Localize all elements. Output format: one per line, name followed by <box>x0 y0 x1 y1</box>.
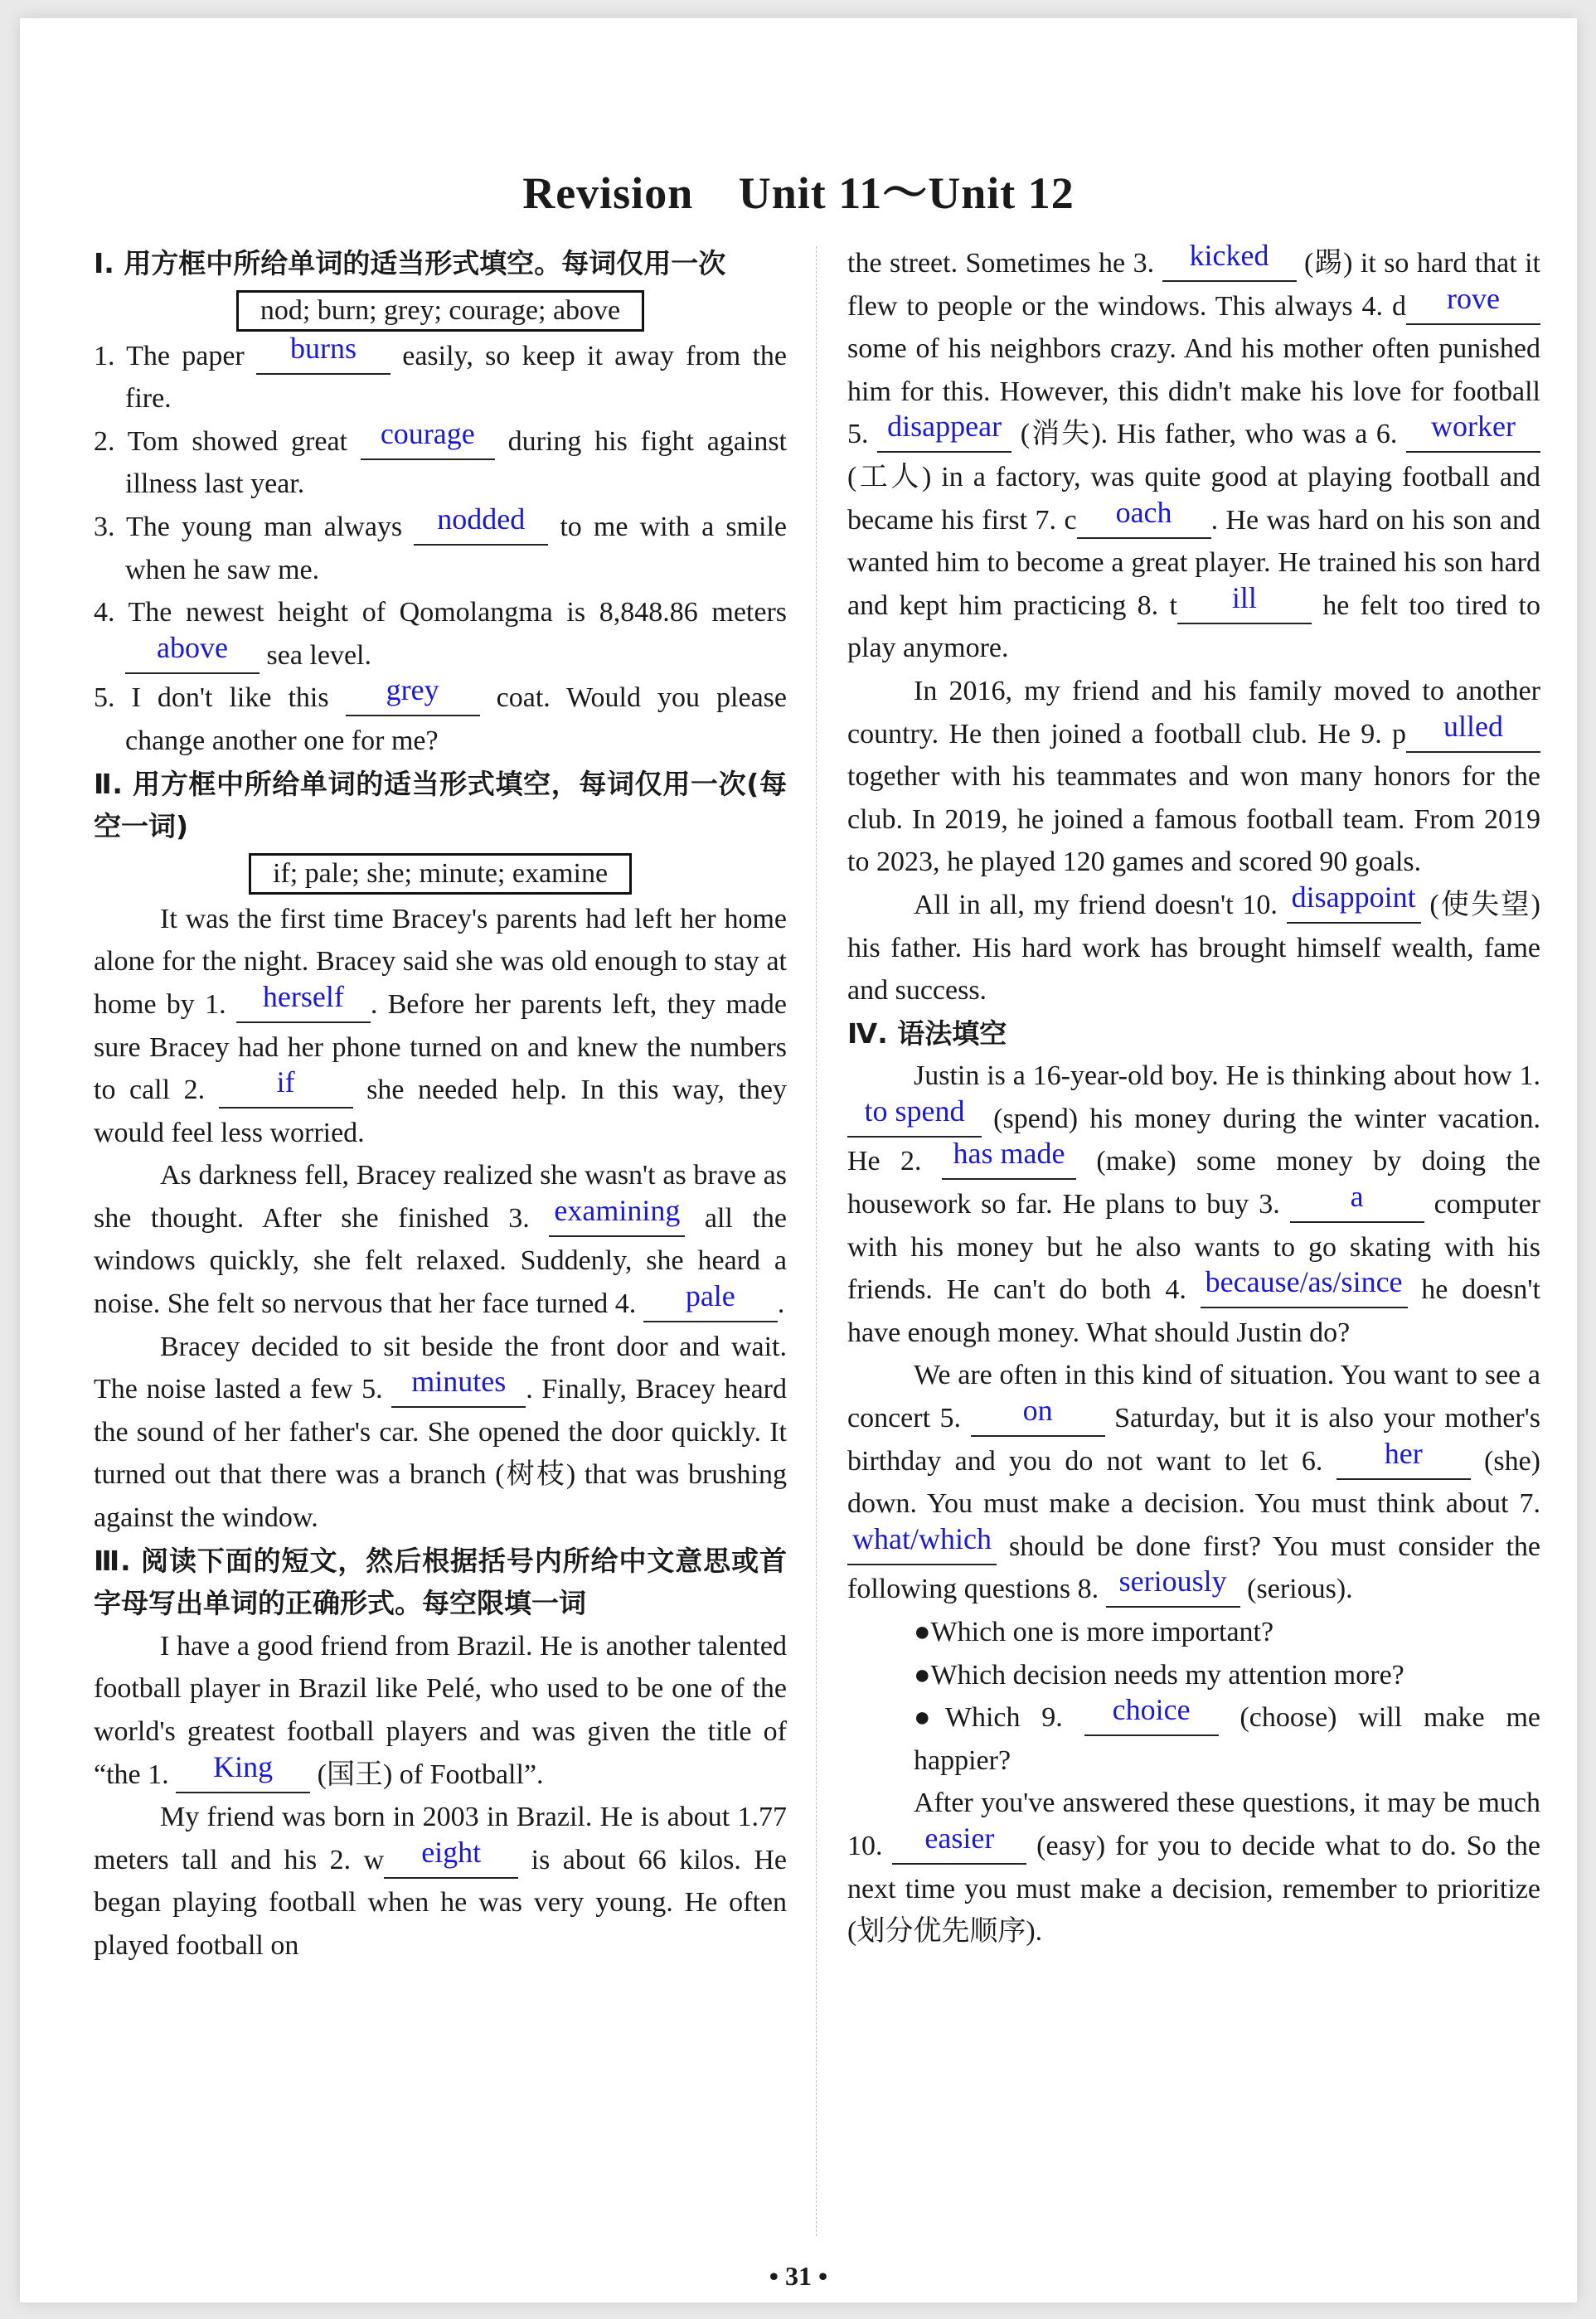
answer-blank[interactable] <box>256 331 391 375</box>
text-segment: 3. The young man always <box>94 511 415 542</box>
answer-blank[interactable] <box>1162 239 1297 282</box>
text-segment: As darkness fell, Bracey realized she wasn't as brave as she thought. After she finished 3. <box>94 1160 787 1234</box>
column-divider <box>816 246 817 2236</box>
para-block <box>94 898 787 1155</box>
answer-blank[interactable] <box>877 410 1011 453</box>
answer-text: ill <box>1231 580 1257 614</box>
answer-blank[interactable] <box>1406 281 1540 325</box>
text-segment: After you've answered these questions, it may be much 10. <box>847 1788 1540 1861</box>
para-block <box>847 670 1540 884</box>
answer-text: eight <box>421 1835 482 1869</box>
answer-text: oach <box>1115 495 1172 529</box>
para-block <box>847 1354 1540 1611</box>
para-block <box>94 1154 787 1325</box>
para-block <box>847 880 1540 1012</box>
answer-blank[interactable] <box>971 1394 1105 1437</box>
item-block <box>94 331 787 420</box>
answer-blank[interactable] <box>1077 495 1211 539</box>
text-segment: . Finally, Bracey heard the sound of her father's car. She opened the door quickly. It turned out that there was a branch (树枝) that was brushing against the window. <box>94 1374 787 1534</box>
text-segment: 4. The newest height of Qomolangma is 8,848.86 meters <box>94 597 787 628</box>
answer-text: kicked <box>1189 239 1269 272</box>
answer-text: what/which <box>852 1521 992 1555</box>
text-segment: should be done first? You must consider the following questions 8. <box>847 1531 1540 1605</box>
answer-text: rove <box>1447 281 1500 315</box>
text-segment: nod; burn; grey; courage; above <box>260 294 621 326</box>
answer-blank[interactable] <box>549 1193 685 1237</box>
answer-text: if <box>276 1065 295 1099</box>
para-block <box>94 1326 787 1540</box>
text-segment: (serious). <box>1239 1574 1353 1605</box>
answer-blank[interactable] <box>361 416 495 460</box>
answer-blank[interactable] <box>1287 880 1421 924</box>
answer-blank[interactable] <box>1201 1265 1408 1308</box>
text-segment: some of his neighbors crazy. And his mother often punished him for this. However, this didn't make his love for football 5. <box>847 333 1540 450</box>
answer-text: her <box>1384 1436 1423 1470</box>
heading-block <box>94 1540 787 1625</box>
text-segment: 2. Tom showed great <box>94 425 361 457</box>
text-segment: to me with a smile when he saw me. <box>125 511 787 585</box>
text-segment: coat. Would you please change another one for me? <box>125 682 787 756</box>
heading-block <box>94 242 787 285</box>
answer-blank[interactable] <box>1336 1436 1471 1480</box>
box-block <box>249 853 632 895</box>
answer-text: ulled <box>1443 709 1503 743</box>
text-segment: all the windows quickly, she felt relaxed. Suddenly, she heard a noise. She felt so nervous that her face turned 4. <box>94 1202 787 1320</box>
answer-text: choice <box>1112 1693 1191 1727</box>
text-segment: Saturday, but it is also your mother's birthday and you do not want to let 6. <box>847 1403 1541 1477</box>
text-segment: . Before her parents left, they made sure Bracey had her phone turned on and knew the numbers to call 2. <box>94 988 787 1106</box>
bullet-block <box>847 1693 1540 1782</box>
answer-blank[interactable] <box>125 630 260 674</box>
text-segment: Bracey decided to sit beside the front door and wait. The noise lasted a few 5. <box>94 1331 787 1405</box>
answer-blank[interactable] <box>1290 1180 1424 1223</box>
answer-text: a <box>1350 1180 1364 1214</box>
text-segment: computer with his money but he also wants to go skating with his friends. He can't do both 4. <box>847 1189 1540 1306</box>
item-block <box>94 416 787 506</box>
answer-blank[interactable] <box>847 1521 997 1565</box>
answer-text: seriously <box>1118 1565 1227 1599</box>
para-block <box>94 1796 787 1967</box>
bullet-block <box>847 1611 1540 1654</box>
text-segment: My friend was born in 2003 in Brazil. He is about 1.77 meters tall and his 2. w <box>94 1802 787 1875</box>
heading-block <box>94 763 787 848</box>
text-segment: Ⅱ. 用方框中所给单词的适当形式填空，每词仅用一次(每空一词) <box>94 767 787 843</box>
para-block <box>847 1782 1540 1953</box>
text-segment: Ⅰ. 用方框中所给单词的适当形式填空。每词仅用一次 <box>94 247 726 279</box>
text-segment: In 2016, my friend and his family moved to another country. He then joined a football club. He 9. p <box>847 675 1540 750</box>
answer-text: above <box>157 630 228 664</box>
answer-text: disappoint <box>1291 880 1416 914</box>
answer-blank[interactable] <box>414 502 548 546</box>
text-segment: during his fight against illness last year. <box>125 425 787 500</box>
text-segment: ●Which decision needs my attention more? <box>914 1659 1404 1691</box>
text-segment: he felt too tired to play anymore. <box>847 589 1540 664</box>
answer-blank[interactable] <box>176 1749 310 1793</box>
text-segment: Ⅲ. 阅读下面的短文，然后根据括号内所给中文意思或首字母写出单词的正确形式。每空限填一词 <box>94 1544 787 1620</box>
answer-blank[interactable] <box>847 1094 982 1138</box>
answer-blank[interactable] <box>1177 580 1312 624</box>
text-segment: (choose) will make me happier? <box>914 1702 1540 1776</box>
text-segment: is about 66 kilos. He began playing football when he was very young. He often played football on <box>94 1844 787 1961</box>
left-column <box>94 242 787 1967</box>
answer-blank[interactable] <box>346 673 480 716</box>
answer-text: courage <box>380 416 475 450</box>
text-segment: We are often in this kind of situation. You want to see a concert 5. <box>847 1360 1540 1434</box>
answer-blank[interactable] <box>942 1137 1076 1180</box>
text-segment: she needed help. In this way, they would feel less worried. <box>94 1075 787 1148</box>
title-revision: Revision <box>522 168 694 218</box>
text-segment: (make) some money by doing the housework so far. He plans to buy 3. <box>847 1146 1540 1220</box>
answer-text: burns <box>290 331 357 365</box>
item-block <box>94 591 787 677</box>
answer-text: examining <box>554 1193 681 1227</box>
text-segment: (easy) for you to decide what to do. So the next time you must make a decision, remember to prioritize (划分优先顺序). <box>847 1830 1541 1948</box>
heading-block <box>847 1012 1540 1055</box>
text-segment: 5. I don't like this <box>94 682 346 714</box>
answer-blank[interactable] <box>1106 1565 1240 1608</box>
text-segment: (使失望) his father. His hard work has brought himself wealth, fame and success. <box>847 889 1540 1007</box>
page-title <box>20 158 1577 221</box>
text-segment: (she) down. You must make a decision. You must think about 7. <box>847 1445 1541 1520</box>
bullet-block <box>847 1654 1540 1697</box>
text-segment: All in all, my friend doesn't 10. <box>914 889 1287 920</box>
text-segment: 1. The paper <box>94 340 256 371</box>
text-segment: together with his teammates and won many honors for the club. In 2019, he joined a famous football team. From 2019 to 2023, he played 120 games and scored 90 goals. <box>847 761 1540 878</box>
text-segment: Ⅳ. 语法填空 <box>847 1016 1007 1050</box>
text-segment: . <box>777 1288 785 1320</box>
answer-text: disappear <box>887 410 1002 444</box>
item-block <box>94 502 787 591</box>
text-segment: (消失). His father, who was a 6. <box>1011 419 1407 450</box>
para-block <box>847 239 1540 670</box>
para-block <box>94 1625 787 1796</box>
text-segment: (国王) of Football”. <box>310 1759 544 1790</box>
text-segment: ●Which 9. <box>914 1702 1084 1734</box>
text-segment: sea level. <box>260 639 371 671</box>
answer-text: worker <box>1431 410 1516 444</box>
answer-text: because/as/since <box>1205 1265 1403 1299</box>
text-segment: the street. Sometimes he 3. <box>847 248 1162 279</box>
page-number: • 31 • <box>769 2261 828 2291</box>
answer-text: nodded <box>437 502 526 536</box>
answer-blank[interactable] <box>1406 709 1540 753</box>
answer-text: King <box>213 1749 274 1783</box>
answer-blank[interactable] <box>1084 1693 1219 1736</box>
text-segment: if; pale; she; minute; examine <box>272 857 609 889</box>
answer-text: herself <box>262 979 344 1013</box>
answer-blank[interactable] <box>219 1065 353 1109</box>
answer-text: has made <box>953 1137 1065 1171</box>
worksheet-page <box>20 18 1577 2302</box>
text-segment: I have a good friend from Brazil. He is another talented football player in Brazil like Pelé, who used to be one of the world's greatest football players and was given the title of “the 1. <box>94 1630 787 1790</box>
text-segment: It was the first time Bracey's parents had left her home alone for the night. Bracey said she was old enough to stay at home by 1. <box>94 903 787 1020</box>
answer-text: easier <box>924 1821 995 1855</box>
text-segment: Justin is a 16-year-old boy. He is thinking about how 1. <box>914 1060 1540 1092</box>
answer-blank[interactable] <box>384 1835 518 1879</box>
item-block <box>94 673 787 762</box>
answer-text: on <box>1022 1394 1053 1428</box>
answer-text: minutes <box>411 1365 507 1399</box>
answer-blank[interactable] <box>892 1821 1026 1865</box>
text-segment: (spend) his money during the winter vacation. He 2. <box>847 1103 1540 1177</box>
answer-blank[interactable] <box>236 979 371 1023</box>
text-segment: ●Which one is more important? <box>914 1617 1274 1647</box>
text-segment: (踢) it so hard that it flew to people or the windows. This always 4. d <box>847 248 1540 322</box>
answer-text: to spend <box>864 1094 965 1128</box>
answer-text: pale <box>685 1279 735 1313</box>
answer-blank[interactable] <box>391 1365 526 1408</box>
answer-blank[interactable] <box>1406 410 1540 453</box>
right-column <box>847 239 1541 1953</box>
box-block <box>236 290 644 332</box>
text-segment: . He was hard on his son and wanted him to become a great player. He trained his son hard and kept him practicing 8. t <box>847 504 1540 621</box>
title-units: Unit 11～Unit 12 <box>738 168 1075 218</box>
para-block <box>847 1055 1540 1354</box>
text-segment: (工人) in a factory, was quite good at playing football and became his first 7. c <box>847 461 1540 536</box>
answer-blank[interactable] <box>643 1279 778 1322</box>
text-segment: he doesn't have enough money. What should Justin do? <box>847 1274 1540 1348</box>
answer-text: grey <box>386 673 439 707</box>
text-segment: easily, so keep it away from the fire. <box>125 340 787 415</box>
